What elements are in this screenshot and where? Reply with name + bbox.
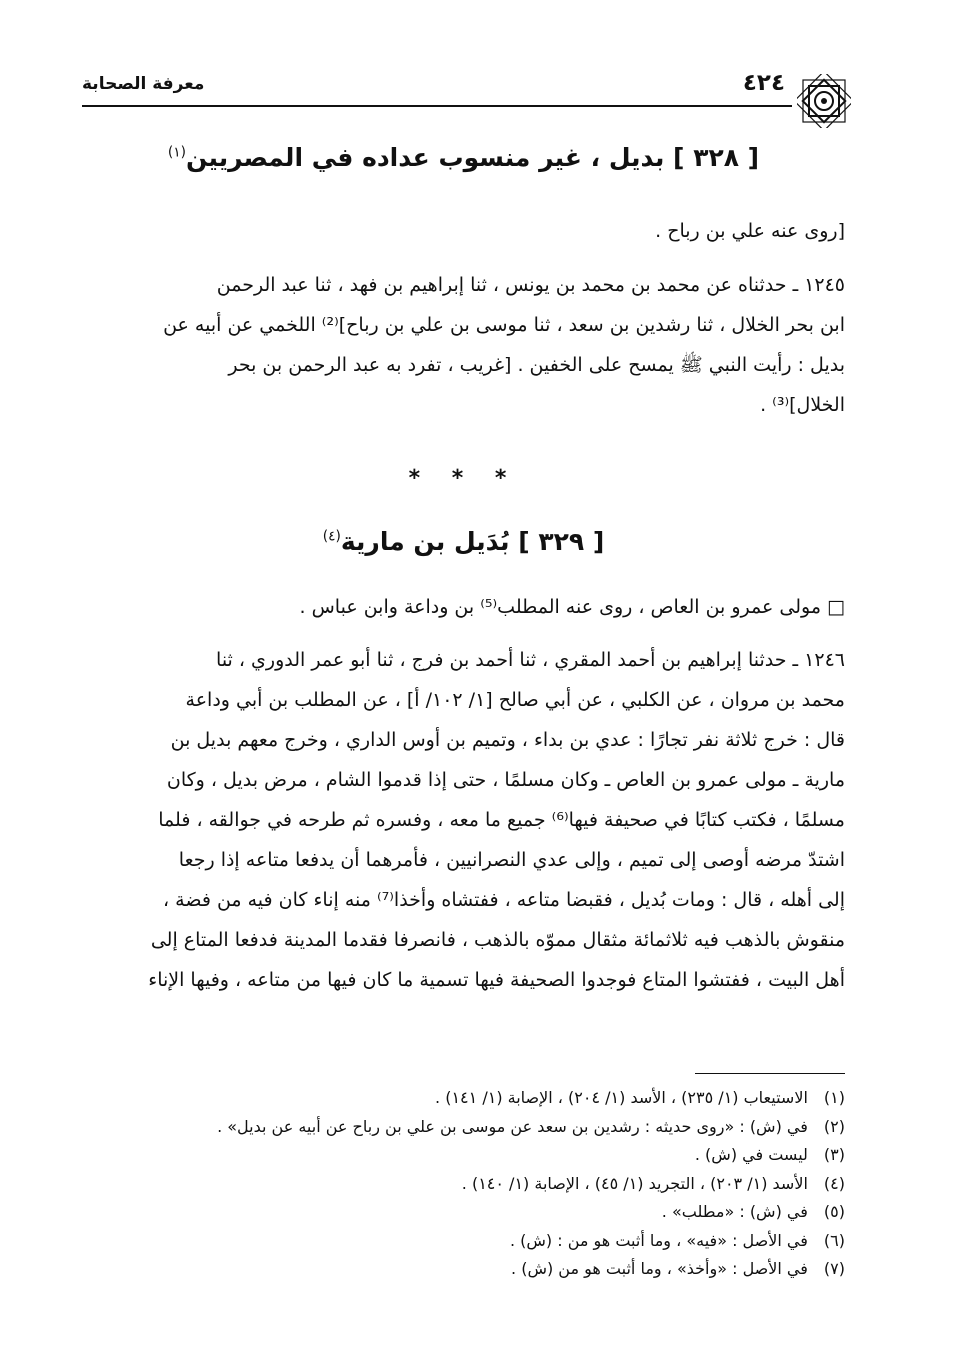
footnote-number: (١): [823, 1088, 845, 1107]
footnote-text: في الأصل : «وأخذ» ، وما أثبت هو من (ش) .: [511, 1259, 808, 1278]
footnote-text: في الأصل : «فيه» ، وما أثبت هو من : (ش) .: [509, 1230, 808, 1250]
footnote-text: ليست في (ش) .: [694, 1145, 808, 1164]
text-line: اشتدّ مرضه أوصى إلى تميم ، وإلى عدي النصرانيين ، فأمرهما أن يدفعا متاعه إذا رجعا: [178, 849, 845, 871]
footnote-number: (٦): [823, 1230, 845, 1250]
footnote-number: (٣): [823, 1145, 845, 1164]
text-line: الخلال]⁽³⁾ .: [760, 394, 845, 416]
footnote-text: الأسد (١/ ٢٠٣) ، التجريد (١/ ٤٥) ، الإصابة (١/ ١٤٠) .: [461, 1173, 808, 1193]
text-line: أهل البيت ، ففتشوا المتاع فوجدوا الصحيفة فيها تسمية ما كان فيها من متاعه ، وفيها الإناء: [148, 969, 845, 991]
entry-329-intro: [82, 587, 845, 627]
text-line: منقوش بالذهب فيه ثلاثمائة مثقال مموّه بالذهب ، فانصرفا فقدما المدينة فدفعا المتاع إلى: [150, 929, 845, 951]
header-rule: [82, 105, 792, 107]
entry-heading-text: [ ٣٢٩ ] بُدَيل بن مارية: [340, 527, 605, 556]
section-separator: * * *: [408, 466, 519, 491]
text-line: □ مولى عمرو بن العاص ، روى عنه المطلب⁽⁵⁾ بن وداعة وابن عباس .: [299, 596, 845, 618]
footnote-number: (٢): [823, 1116, 845, 1136]
text-line: مارية ـ مولى عمرو بن العاص ـ وكان مسلمًا ، حتى إذا قدموا الشام ، مرض بديل ، وكان: [166, 769, 845, 791]
text-line: [روى عنه علي بن رباح .: [655, 220, 845, 242]
star-ornament-icon: [797, 74, 851, 128]
hadith-1246: [82, 640, 845, 1000]
text-line: مسلمًا ، فكتب كتابًا في صحيفة فيها⁽⁶⁾ جميع ما معه ، وفسره ثم طرحه في جوالقه ، فلما: [158, 809, 845, 831]
page-number: ٤٢٤: [742, 70, 785, 96]
text-line: قال : خرج ثلاثة نفر تجارًا : عدي بن بداء ، وتميم بن أوس الداري ، وخرج معهم بديل بن: [170, 729, 845, 751]
entry-328-narrator: [82, 211, 845, 251]
text-line: ابن بحر الخلال ، ثنا رشدين بن سعد ، ثنا موسى بن علي بن رباح]⁽²⁾ اللخمي عن أبيه عن: [163, 314, 845, 336]
footnote-ref: (٤): [322, 528, 341, 545]
footnote: [82, 1227, 845, 1256]
text-line: محمد بن مروان ، عن الكلبي ، عن أبي صالح [١/ ١٠٢/ أ] ، عن المطلب بن أبي وداعة: [185, 689, 845, 711]
footnote: [82, 1141, 845, 1170]
footnote: [82, 1198, 845, 1227]
book-title: معرفة الصحابة: [82, 74, 205, 94]
text-line: ١٢٤٦ ـ حدثنا إبراهيم بن أحمد المقري ، ثنا أحمد بن فرج ، ثنا أبو عمر الدوري ، ثنا: [216, 649, 845, 671]
footnote-ref: (١): [167, 144, 187, 161]
text-line: بديل : رأيت النبي ﷺ يمسح على الخفين . [غريب ، تفرد به عبد الرحمن بن بحر: [228, 354, 845, 376]
footnote-text: في (ش) : «مطلب» .: [661, 1202, 808, 1221]
footnote-number: (٧): [823, 1259, 845, 1278]
footnote-text: الاستيعاب (١/ ٢٣٥) ، الأسد (١/ ٢٠٤) ، الإصابة (١/ ١٤١) .: [435, 1088, 808, 1107]
footnotes: [82, 1084, 845, 1284]
footnote: [82, 1170, 845, 1199]
footnote: [82, 1255, 845, 1284]
footnote-number: (٥): [823, 1202, 845, 1221]
entry-heading-328: [82, 143, 845, 172]
text-line: ١٢٤٥ ـ حدثناه عن محمد بن محمد بن يونس ، ثنا إبراهيم بن فهد ، ثنا عبد الرحمن: [216, 274, 845, 296]
running-header: [82, 70, 845, 114]
footnote-text: في (ش) : «روى حديثه : رشدين بن سعد عن موسى بن علي بن رباح عن أبيه عن بديل» .: [217, 1116, 808, 1136]
footnote-rule: [695, 1073, 845, 1074]
entry-heading-329: [82, 527, 845, 556]
footnote-number: (٤): [823, 1173, 845, 1193]
entry-heading-text: [ ٣٢٨ ] بديل ، غير منسوب عداده في المصريين: [186, 143, 760, 172]
footnote: [82, 1084, 845, 1113]
hadith-1245: [82, 265, 845, 425]
text-line: إلى أهله ، قال : ومات بُديل ، فقبضا متاعه ، ففتشاه وأخذا⁽⁷⁾ منه إناء كان فيه من فضة ،: [162, 889, 845, 911]
footnote: [82, 1113, 845, 1142]
